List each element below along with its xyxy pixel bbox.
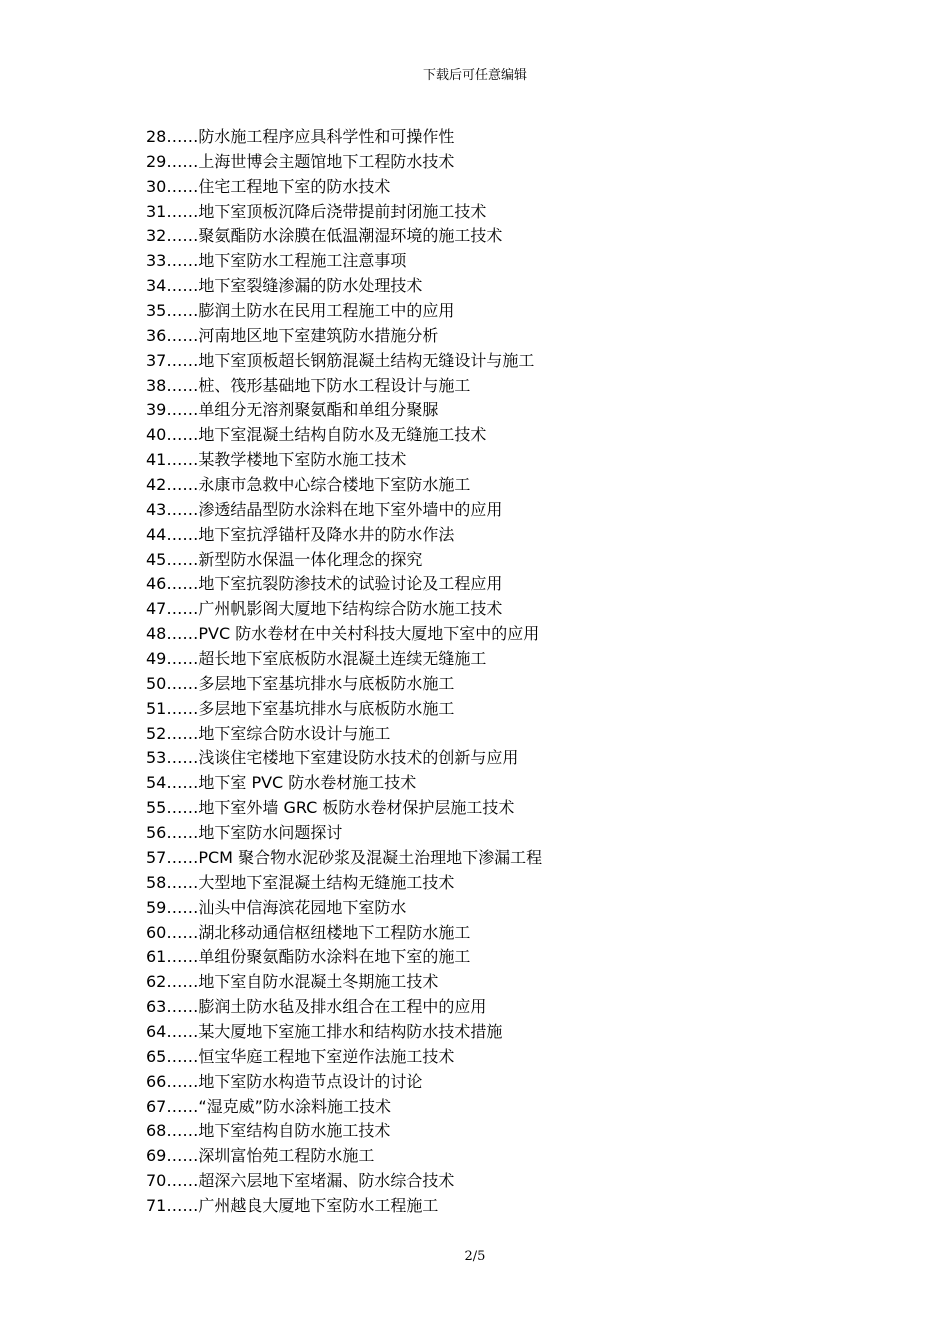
toc-item (146, 299, 542, 324)
toc-item-leader: …… (166, 823, 199, 843)
toc-item (146, 796, 542, 821)
toc-item (146, 398, 542, 423)
toc-item-title: 聚氨酯防水涂膜在低温潮湿环境的施工技术 (198, 226, 503, 246)
toc-item (146, 622, 542, 647)
toc-item (146, 1144, 542, 1169)
toc-item-leader: …… (166, 375, 199, 395)
toc-item-number: 39 (146, 400, 167, 420)
toc-item-leader: …… (166, 226, 199, 246)
toc-item (146, 1194, 542, 1219)
toc-item-number: 60 (146, 922, 167, 942)
toc-item-number: 34 (146, 276, 167, 296)
toc-item-title: 地下室裂缝渗漏的防水处理技术 (198, 276, 423, 296)
toc-item-leader: …… (166, 698, 199, 718)
toc-item-leader: …… (166, 748, 199, 768)
toc-item-title: 超深六层地下室堵漏、防水综合技术 (198, 1171, 455, 1191)
toc-item-title: 地下室抗浮锚杆及降水井的防水作法 (198, 524, 455, 544)
page-header: 下载后可任意编辑 (422, 68, 527, 83)
toc-item-leader: …… (166, 1021, 199, 1041)
toc-item-title: 地下室自防水混凝土冬期施工技术 (198, 972, 439, 992)
toc-item-number: 47 (146, 599, 167, 619)
toc-item-number: 69 (146, 1146, 167, 1166)
toc-item-number: 38 (146, 375, 167, 395)
toc-item-title: 地下室防水问题探讨 (198, 823, 343, 843)
toc-item (146, 125, 542, 150)
toc-item-title: 超长地下室底板防水混凝土连续无缝施工 (198, 649, 487, 669)
toc-item-leader: …… (166, 400, 199, 420)
toc-item-title: 单组份聚氨酯防水涂料在地下室的施工 (198, 947, 471, 967)
toc-item-leader: …… (166, 1195, 199, 1215)
toc-item-number: 55 (146, 798, 167, 818)
toc-item-title: 膨润土防水在民用工程施工中的应用 (198, 301, 455, 321)
toc-item-number: 51 (146, 698, 167, 718)
toc-item-title: 某大厦地下室施工排水和结构防水技术措施 (198, 1021, 503, 1041)
toc-item-title: 广州越良大厦地下室防水工程施工 (198, 1195, 439, 1215)
toc-item-leader: …… (166, 251, 199, 271)
toc-item (146, 921, 542, 946)
toc-item-leader: …… (166, 350, 199, 370)
toc-item-number: 53 (146, 748, 167, 768)
toc-item-leader: …… (166, 723, 199, 743)
toc-item (146, 274, 542, 299)
toc-item-title: 渗透结晶型防水涂料在地下室外墙中的应用 (198, 499, 503, 519)
toc-item-title: 多层地下室基坑排水与底板防水施工 (198, 673, 455, 693)
toc-item-number: 44 (146, 524, 167, 544)
toc-item-title: 桩、筏形基础地下防水工程设计与施工 (198, 375, 471, 395)
toc-item (146, 324, 542, 349)
toc-item (146, 771, 542, 796)
toc-item-leader: …… (166, 972, 199, 992)
toc-item-number: 52 (146, 723, 167, 743)
toc-item-leader: …… (166, 325, 199, 345)
toc-item-leader: …… (166, 499, 199, 519)
toc-item-number: 61 (146, 947, 167, 967)
toc-item-title: 地下室防水构造节点设计的讨论 (198, 1071, 423, 1091)
toc-item (146, 249, 542, 274)
toc-item-leader: …… (166, 897, 199, 917)
toc-list (146, 125, 542, 1219)
toc-item-title: 住宅工程地下室的防水技术 (198, 176, 391, 196)
toc-item-title: 深圳富怡苑工程防水施工 (198, 1146, 375, 1166)
toc-item-number: 42 (146, 475, 167, 495)
toc-item-leader: …… (166, 1146, 199, 1166)
toc-item-number: 71 (146, 1195, 167, 1215)
toc-item (146, 821, 542, 846)
toc-item-title: 多层地下室基坑排水与底板防水施工 (198, 698, 455, 718)
toc-item-title: 新型防水保温一体化理念的探究 (198, 549, 423, 569)
toc-item-leader: …… (166, 475, 199, 495)
toc-item-leader: …… (166, 847, 199, 867)
toc-item-leader: …… (166, 624, 199, 644)
toc-item-title: 地下室混凝土结构自防水及无缝施工技术 (198, 425, 487, 445)
toc-item-number: 43 (146, 499, 167, 519)
toc-item-leader: …… (166, 798, 199, 818)
toc-item-title: 浅谈住宅楼地下室建设防水技术的创新与应用 (198, 748, 519, 768)
toc-item-leader: …… (166, 549, 199, 569)
toc-item-leader: …… (166, 1096, 199, 1116)
toc-item-leader: …… (166, 524, 199, 544)
toc-item-leader: …… (166, 301, 199, 321)
toc-item-title: 地下室综合防水设计与施工 (198, 723, 391, 743)
toc-item-title: PCM 聚合物水泥砂浆及混凝土治理地下渗漏工程 (198, 847, 543, 867)
toc-item-leader: …… (166, 127, 199, 146)
toc-item-leader: …… (166, 872, 199, 892)
toc-item-leader: …… (166, 574, 199, 594)
toc-item-leader: …… (166, 649, 199, 669)
toc-item-number: 36 (146, 325, 167, 345)
toc-item-title: 地下室结构自防水施工技术 (198, 1121, 391, 1141)
toc-item (146, 374, 542, 399)
toc-item (146, 970, 542, 995)
toc-item-title: 地下室抗裂防渗技术的试验讨论及工程应用 (198, 574, 503, 594)
toc-item (146, 945, 542, 970)
toc-item-title: 某教学楼地下室防水施工技术 (198, 450, 407, 470)
toc-item (146, 423, 542, 448)
toc-item (146, 473, 542, 498)
toc-item-number: 30 (146, 176, 167, 196)
toc-item-leader: …… (166, 1121, 199, 1141)
toc-item-leader: …… (166, 1171, 199, 1191)
toc-item-title: “湿克威”防水涂料施工技术 (198, 1096, 391, 1116)
toc-item-number: 59 (146, 897, 167, 917)
toc-item (146, 746, 542, 771)
toc-item (146, 224, 542, 249)
toc-item-title: 大型地下室混凝土结构无缝施工技术 (198, 872, 455, 892)
toc-item-number: 54 (146, 773, 167, 793)
toc-item-title: 河南地区地下室建筑防水措施分析 (198, 325, 439, 345)
toc-item (146, 200, 542, 225)
toc-item-number: 67 (146, 1096, 167, 1116)
toc-item-number: 46 (146, 574, 167, 594)
toc-item (146, 548, 542, 573)
toc-item-title: 膨润土防水毡及排水组合在工程中的应用 (198, 997, 487, 1017)
toc-item-number: 37 (146, 350, 167, 370)
toc-item-leader: …… (166, 997, 199, 1017)
toc-item-title: 地下室外墙 GRC 板防水卷材保护层施工技术 (198, 798, 515, 818)
toc-item (146, 597, 542, 622)
toc-item-number: 40 (146, 425, 167, 445)
toc-item-title: 地下室顶板超长钢筋混凝土结构无缝设计与施工 (198, 350, 535, 370)
toc-item (146, 1045, 542, 1070)
toc-item-title: 永康市急救中心综合楼地下室防水施工 (198, 475, 471, 495)
toc-item-number: 70 (146, 1171, 167, 1191)
toc-item-number: 45 (146, 549, 167, 569)
toc-item-number: 29 (146, 151, 167, 171)
toc-item-number: 64 (146, 1021, 167, 1041)
toc-item-leader: …… (166, 947, 199, 967)
toc-item (146, 672, 542, 697)
toc-item (146, 1070, 542, 1095)
toc-item-number: 33 (146, 251, 167, 271)
toc-item-title: 地下室防水工程施工注意事项 (198, 251, 407, 271)
toc-item-number: 32 (146, 226, 167, 246)
toc-item-number: 63 (146, 997, 167, 1017)
toc-item-leader: …… (166, 1046, 199, 1066)
toc-item (146, 722, 542, 747)
toc-item-number: 35 (146, 301, 167, 321)
toc-item-title: 防水施工程序应具科学性和可操作性 (198, 127, 455, 146)
toc-item-number: 31 (146, 201, 167, 221)
toc-item-leader: …… (166, 773, 199, 793)
toc-item (146, 349, 542, 374)
toc-item (146, 523, 542, 548)
toc-item-number: 48 (146, 624, 167, 644)
toc-item-leader: …… (166, 450, 199, 470)
toc-item (146, 647, 542, 672)
toc-item (146, 572, 542, 597)
toc-item-leader: …… (166, 151, 199, 171)
toc-item-number: 62 (146, 972, 167, 992)
toc-item-title: 广州帆影阁大厦地下结构综合防水施工技术 (198, 599, 503, 619)
toc-item (146, 1119, 542, 1144)
toc-item-number: 41 (146, 450, 167, 470)
toc-item-number: 50 (146, 673, 167, 693)
toc-item-leader: …… (166, 176, 199, 196)
toc-item-number: 68 (146, 1121, 167, 1141)
toc-item (146, 1095, 542, 1120)
toc-item (146, 1020, 542, 1045)
toc-item (146, 697, 542, 722)
toc-item-title: 恒宝华庭工程地下室逆作法施工技术 (198, 1046, 455, 1066)
toc-item-title: 汕头中信海滨花园地下室防水 (198, 897, 407, 917)
toc-item-title: 单组分无溶剂聚氨酯和单组分聚脲 (198, 400, 439, 420)
toc-item-number: 56 (146, 823, 167, 843)
toc-item-title: 湖北移动通信枢纽楼地下工程防水施工 (198, 922, 471, 942)
toc-item (146, 150, 542, 175)
toc-item-number: 49 (146, 649, 167, 669)
toc-item-leader: …… (166, 673, 199, 693)
toc-item-title: PVC 防水卷材在中关村科技大厦地下室中的应用 (198, 624, 540, 644)
toc-item-leader: …… (166, 1071, 199, 1091)
toc-item-leader: …… (166, 425, 199, 445)
toc-item-leader: …… (166, 276, 199, 296)
page-number: 2/5 (464, 1249, 486, 1264)
toc-item-title: 地下室 PVC 防水卷材施工技术 (198, 773, 417, 793)
toc-item-number: 57 (146, 847, 167, 867)
toc-item-number: 66 (146, 1071, 167, 1091)
toc-item (146, 871, 542, 896)
toc-item-number: 65 (146, 1046, 167, 1066)
toc-item (146, 846, 542, 871)
toc-item-number: 28 (146, 127, 167, 146)
toc-item (146, 995, 542, 1020)
toc-item-leader: …… (166, 201, 199, 221)
toc-item-title: 地下室顶板沉降后浇带提前封闭施工技术 (198, 201, 487, 221)
toc-item (146, 448, 542, 473)
toc-item (146, 498, 542, 523)
toc-item (146, 1169, 542, 1194)
toc-item-leader: …… (166, 599, 199, 619)
toc-item-leader: …… (166, 922, 199, 942)
toc-item-title: 上海世博会主题馆地下工程防水技术 (198, 151, 455, 171)
toc-item (146, 896, 542, 921)
toc-item-number: 58 (146, 872, 167, 892)
toc-item (146, 175, 542, 200)
